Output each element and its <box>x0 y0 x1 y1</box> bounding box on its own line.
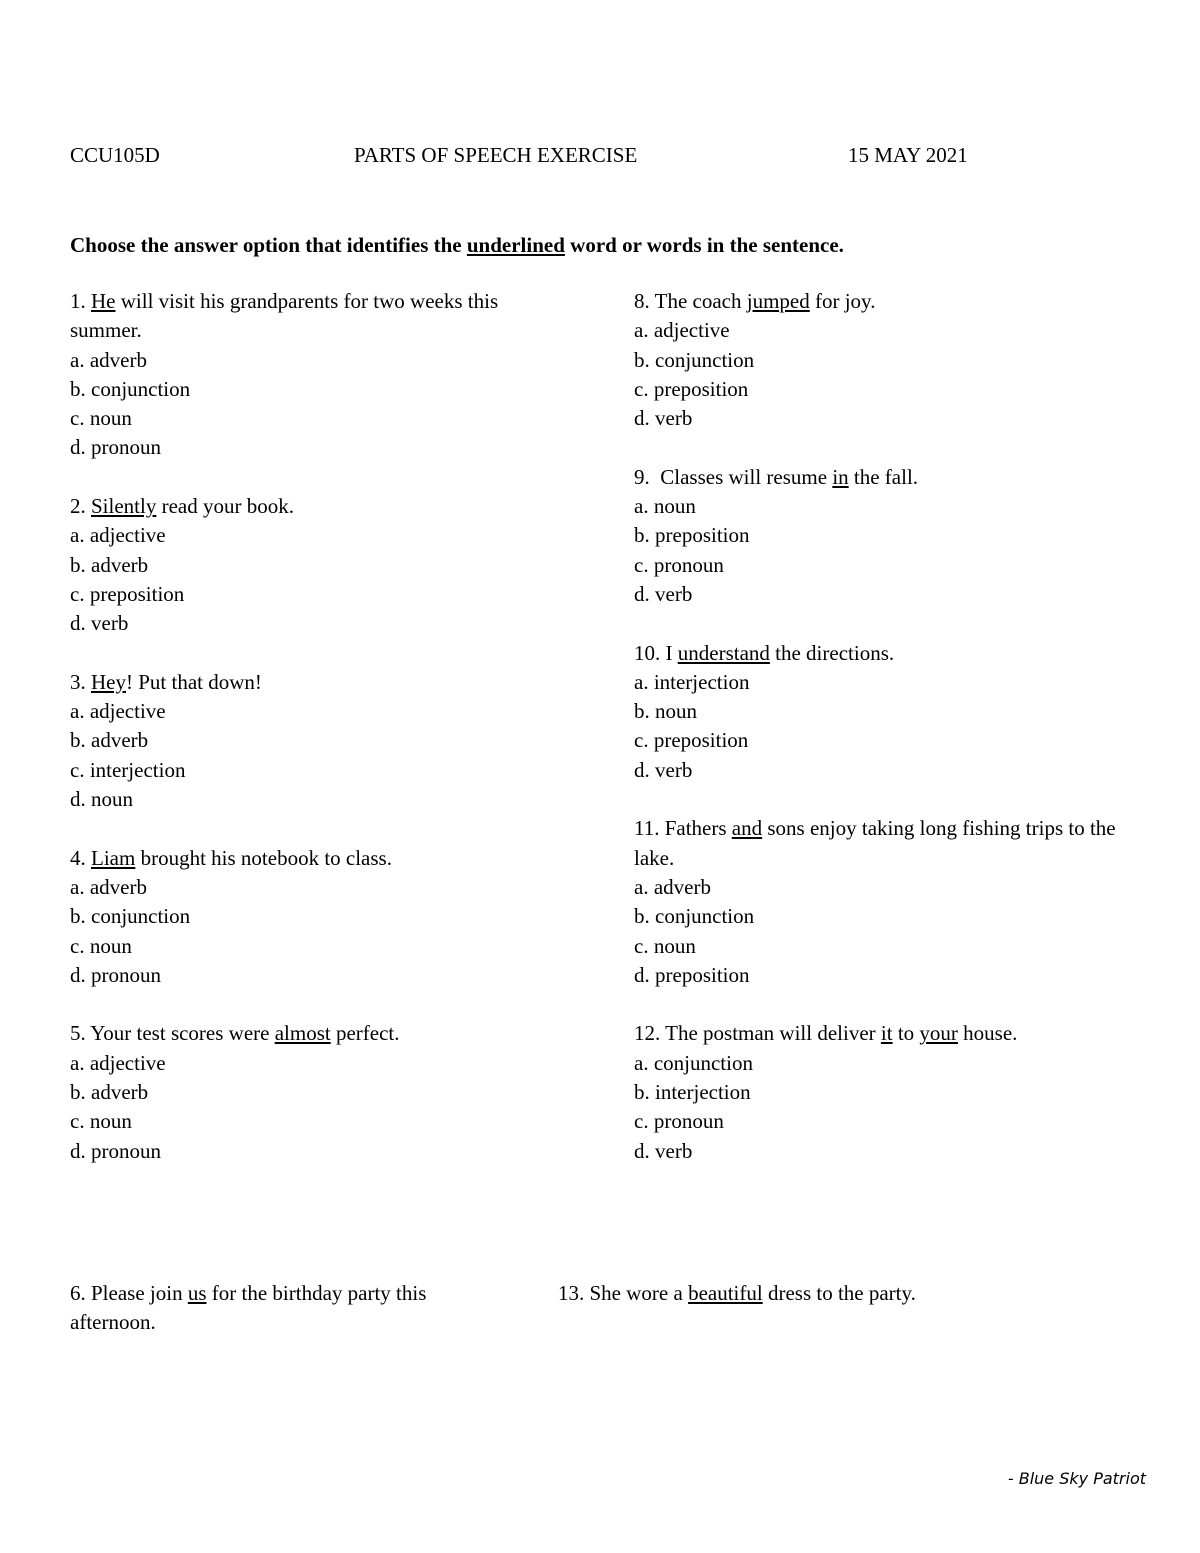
question-text: 11. Fathers and sons enjoy taking long fishing trips to the lake. <box>634 816 1116 870</box>
option-b: b. adverb <box>70 1080 149 1105</box>
right-column <box>634 287 1134 1195</box>
option-c: c. pronoun <box>634 552 724 577</box>
question-1 <box>70 287 570 463</box>
question-text: 1. He will visit his grandparents for two weeks this summer. <box>70 289 499 343</box>
question-text: 3. Hey! Put that down! <box>70 669 262 694</box>
underlined-word: Silently <box>91 494 157 519</box>
course-code: CCU105D <box>70 143 160 167</box>
question-text: 5. Your test scores were almost perfect. <box>70 1021 400 1046</box>
question-text: 4. Liam brought his notebook to class. <box>70 845 392 870</box>
option-a: a. adverb <box>70 347 147 372</box>
question-2 <box>70 492 570 638</box>
option-c: c. preposition <box>634 376 749 401</box>
option-d: d. noun <box>70 787 133 812</box>
signature: - Blue Sky Patriot <box>1007 1469 1146 1488</box>
option-b: b. conjunction <box>70 376 191 401</box>
option-c: c. noun <box>634 933 696 958</box>
question-9 <box>634 463 1134 609</box>
question-text: 2. Silently read your book. <box>70 494 294 519</box>
question-13: 13. She wore a beautiful dress to the party. <box>558 1281 916 1305</box>
option-d: d. verb <box>634 581 693 606</box>
underlined-word: in <box>832 464 849 489</box>
underlined-word: Liam <box>91 845 136 870</box>
underlined-word: and <box>731 816 763 841</box>
instructions-text-end: word or words in the sentence. <box>564 233 844 257</box>
option-d: d. preposition <box>634 962 750 987</box>
question-text: 12. The postman will deliver it to your house. <box>634 1021 1018 1046</box>
option-c: c. preposition <box>70 581 185 606</box>
option-d: d. verb <box>634 406 693 431</box>
option-a: a. conjunction <box>634 1050 753 1075</box>
option-c: c. noun <box>70 1109 132 1134</box>
question-5 <box>70 1019 570 1165</box>
option-d: d. pronoun <box>70 1138 161 1163</box>
underlined-word: understand <box>677 640 770 665</box>
question-8 <box>634 287 1134 433</box>
question-text: 8. The coach jumped for joy. <box>634 289 876 313</box>
option-c: c. preposition <box>634 728 749 753</box>
question-text: 10. I understand the directions. <box>634 640 895 665</box>
option-a: a. adverb <box>70 874 147 899</box>
option-a: a. adjective <box>70 1050 166 1075</box>
underlined-word: beautiful <box>688 1281 763 1305</box>
underlined-word: He <box>91 289 116 313</box>
option-b: b. preposition <box>634 523 750 548</box>
option-a: a. adjective <box>70 523 166 548</box>
underlined-word: Hey <box>91 669 126 694</box>
option-b: b. interjection <box>634 1080 751 1105</box>
worksheet-date: 15 MAY 2021 <box>848 143 968 167</box>
option-c: c. pronoun <box>634 1109 724 1134</box>
option-a: a. adverb <box>634 874 711 899</box>
option-a: a. interjection <box>634 669 750 694</box>
instructions <box>70 230 844 260</box>
option-b: b. noun <box>634 699 697 724</box>
instructions-text: Choose the answer option that identifies the <box>70 233 467 257</box>
option-c: c. interjection <box>70 757 186 782</box>
underlined-word: us <box>187 1281 207 1305</box>
option-d: d. verb <box>634 757 693 782</box>
underlined-word: it <box>880 1021 893 1046</box>
question-6: 6. Please join us for the birthday party this afternoon. <box>70 1281 427 1335</box>
worksheet-title: PARTS OF SPEECH EXERCISE <box>354 143 638 167</box>
option-c: c. noun <box>70 933 132 958</box>
option-d: d. verb <box>634 1138 693 1163</box>
option-b: b. adverb <box>70 728 149 753</box>
option-b: b. conjunction <box>634 347 755 372</box>
option-b: b. adverb <box>70 552 149 577</box>
option-d: d. verb <box>70 611 129 636</box>
question-10 <box>634 639 1134 785</box>
option-a: a. adjective <box>70 699 166 724</box>
question-11 <box>634 814 1134 990</box>
question-4 <box>70 844 570 990</box>
underlined-word-2: your <box>919 1021 958 1046</box>
underlined-word: almost <box>274 1021 331 1046</box>
option-d: d. pronoun <box>70 435 161 460</box>
question-text: 9. Classes will resume in the fall. <box>634 464 919 489</box>
question-12 <box>634 1019 1134 1165</box>
option-d: d. pronoun <box>70 962 161 987</box>
question-3 <box>70 668 570 814</box>
option-b: b. conjunction <box>70 904 191 929</box>
option-b: b. conjunction <box>634 904 755 929</box>
left-column <box>70 287 570 1195</box>
underlined-word: jumped <box>746 289 810 313</box>
instructions-underlined: underlined <box>466 233 565 257</box>
option-a: a. noun <box>634 494 696 519</box>
option-c: c. noun <box>70 406 132 431</box>
option-a: a. adjective <box>634 318 730 343</box>
